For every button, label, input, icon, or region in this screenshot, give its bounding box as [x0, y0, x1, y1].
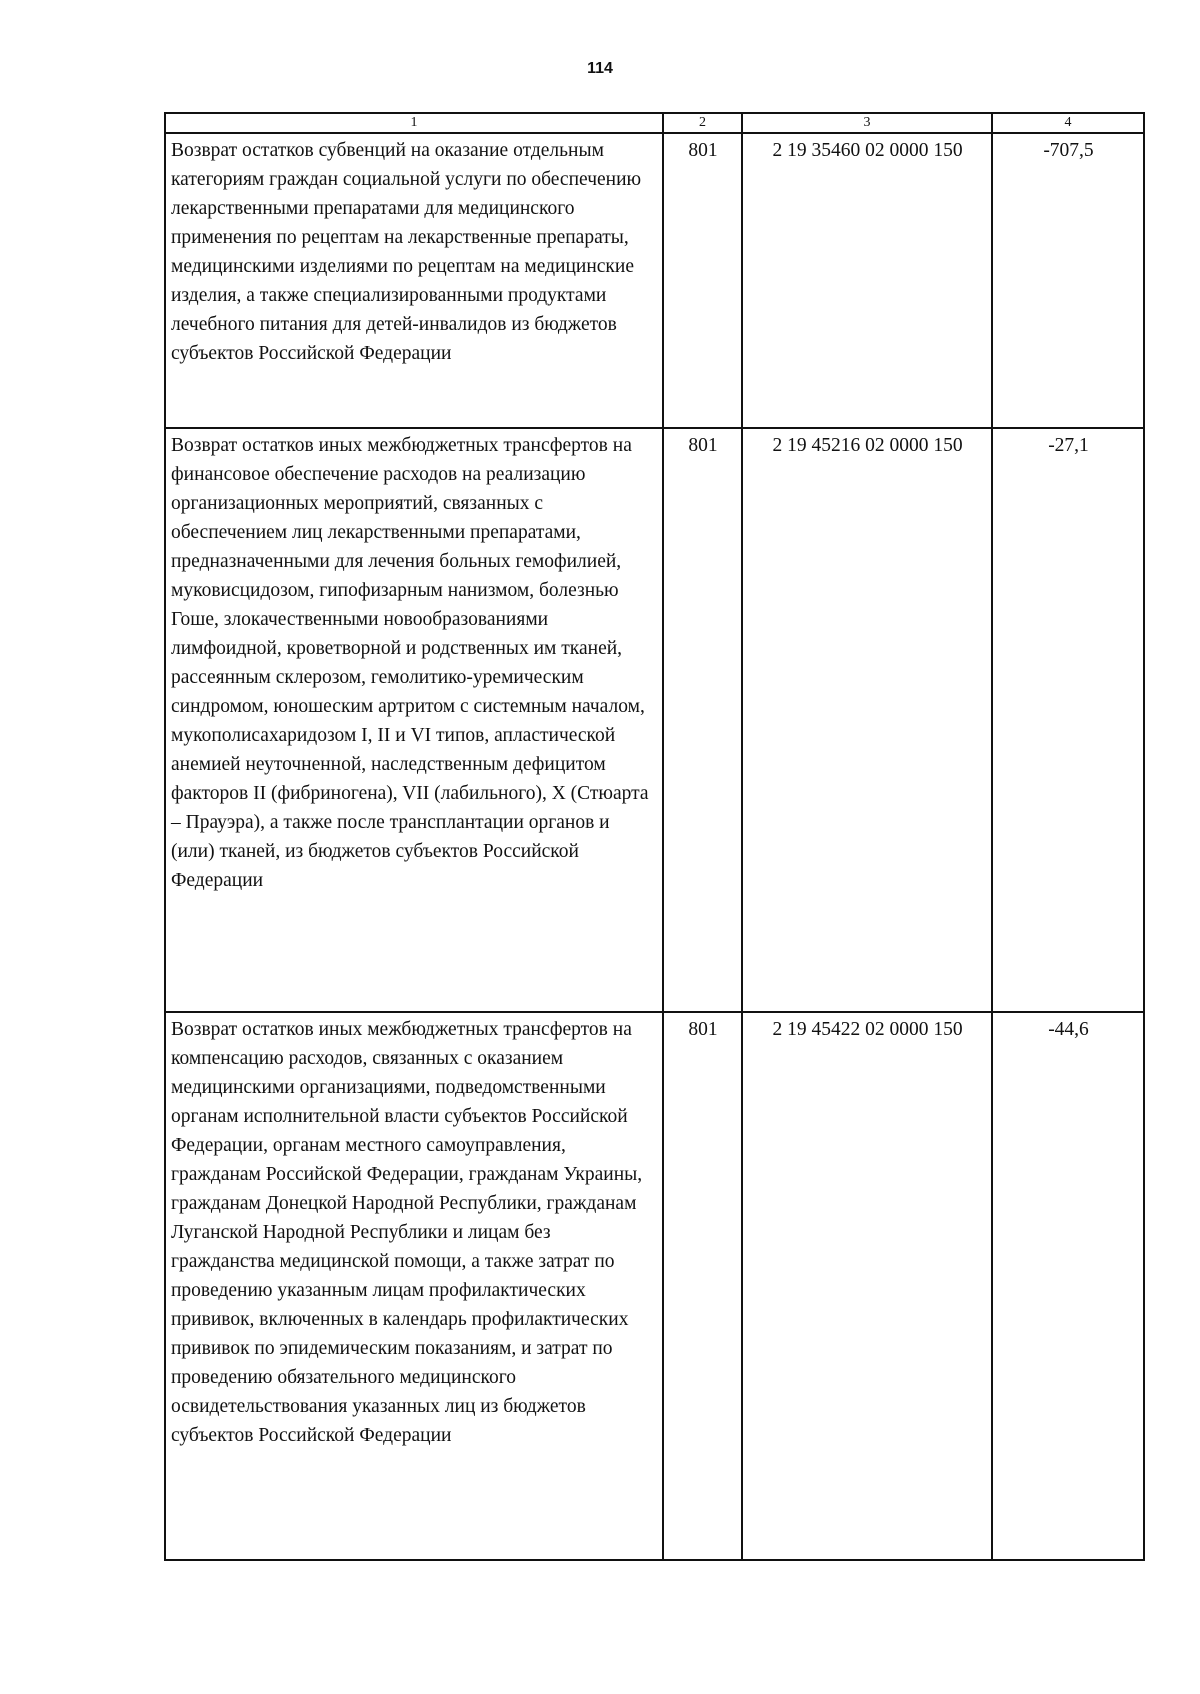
row-amount: -44,6 — [992, 1012, 1144, 1560]
budget-table — [164, 112, 1145, 1561]
column-header-1: 1 — [165, 113, 663, 133]
row-admin-code: 801 — [663, 428, 742, 1012]
column-header-3: 3 — [742, 113, 992, 133]
row-budget-code: 2 19 45216 02 0000 150 — [742, 428, 992, 1012]
row-description: Возврат остатков иных межбюджетных трансфертов на финансовое обеспечение расходов на реализацию организационных мероприятий, связанных с обеспечением лиц лекарственными препаратами, предназначенными для лечения больных гемофилией, муковисцидозом, гипофизарным нанизмом, болезнью Гоше, злокачественными новообразованиями лимфоидной, кроветворной и родственных им тканей, рассеянным склерозом, гемолитико-уремическим синдромом, юношеским артритом с системным началом, мукополисахаридозом I, II и VI типов, апластической анемией неуточненной, наследственным дефицитом факторов II (фибриногена), VII (лабильного), X (Стюарта – Прауэра), а также после трансплантации органов и (или) тканей, из бюджетов субъектов Российской Федерации — [165, 428, 663, 1012]
page-number: 114 — [587, 60, 613, 77]
row-amount: -27,1 — [992, 428, 1144, 1012]
table-row — [165, 133, 1144, 428]
table-row — [165, 428, 1144, 1012]
row-budget-code: 2 19 35460 02 0000 150 — [742, 133, 992, 428]
row-admin-code: 801 — [663, 1012, 742, 1560]
table-row — [165, 1012, 1144, 1560]
column-header-4: 4 — [992, 113, 1144, 133]
row-description: Возврат остатков иных межбюджетных трансфертов на компенсацию расходов, связанных с оказанием медицинскими организациями, подведомственными органам исполнительной власти субъектов Российской Федерации, органам местного самоуправления, гражданам Российской Федерации, гражданам Украины, гражданам Донецкой Народной Республики, гражданам Луганской Народной Республики и лицам без гражданства медицинской помощи, а также затрат по проведению указанным лицам профилактических прививок, включенных в календарь профилактических прививок по эпидемическим показаниям, и затрат по проведению обязательного медицинского освидетельствования указанных лиц из бюджетов субъектов Российской Федерации — [165, 1012, 663, 1560]
row-admin-code: 801 — [663, 133, 742, 428]
row-amount: -707,5 — [992, 133, 1144, 428]
column-header-2: 2 — [663, 113, 742, 133]
row-budget-code: 2 19 45422 02 0000 150 — [742, 1012, 992, 1560]
row-description: Возврат остатков субвенций на оказание отдельным категориям граждан социальной услуги по обеспечению лекарственными препаратами для медицинского применения по рецептам на лекарственные препараты, медицинскими изделиями по рецептам на медицинские изделия, а также специализированными продуктами лечебного питания для детей-инвалидов из бюджетов субъектов Российской Федерации — [165, 133, 663, 428]
header-row — [165, 113, 1144, 133]
